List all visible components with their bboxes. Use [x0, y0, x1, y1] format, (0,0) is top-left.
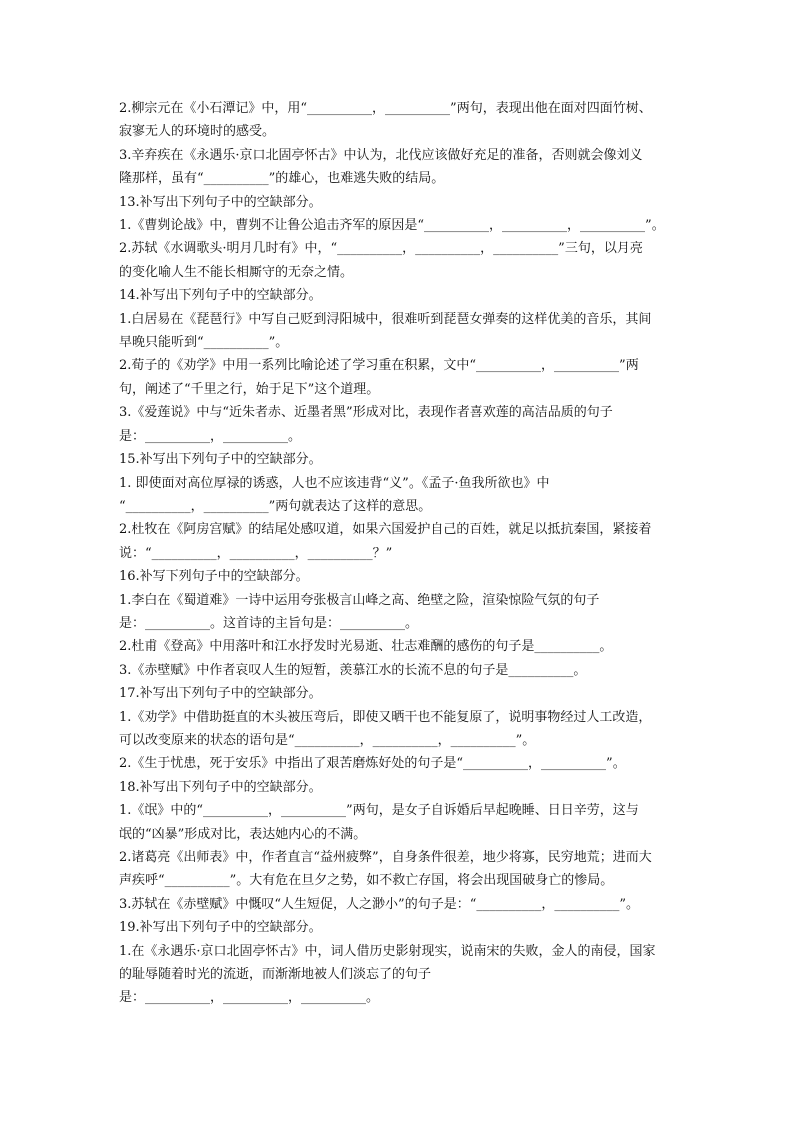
- text-line: 2.《生于忧患，死于安乐》中指出了艰苦磨炼好处的句子是“__________，__________”。: [119, 756, 626, 772]
- section-heading: 14.补写出下列句子中的空缺部分。: [119, 288, 322, 304]
- text-line: 早晚只能听到“__________”。: [119, 335, 289, 351]
- text-line: 句，阐述了“千里之行，始于足下”这个道理。: [119, 381, 380, 397]
- text-line: 2.诸葛亮《出师表》中，作者直言“益州疲弊”，自身条件很差，地少将寡，民穷地荒；进而大: [119, 850, 652, 865]
- text-line: 氓的“凶暴”形成对比，表达她内心的不满。: [119, 826, 367, 842]
- section-heading: 19.补写出下列句子中的空缺部分。: [119, 920, 322, 936]
- section-heading: 17.补写出下列句子中的空缺部分。: [119, 686, 322, 702]
- text-line: 寂寥无人的环境时的感受。: [119, 124, 276, 140]
- text-line: 1. 即使面对高位厚禄的诱惑，人也不应该违背“义”。《孟子·鱼我所欲也》中: [119, 475, 550, 491]
- text-line: 1.《劝学》中借助挺直的木头被压弯后，即使又晒干也不能复原了，说明事物经过人工改造，: [119, 709, 652, 725]
- section-heading: 18.补写出下列句子中的空缺部分。: [119, 779, 322, 795]
- text-line: 的耻辱随着时光的流逝，而渐渐地被人们淡忘了的句子: [119, 967, 432, 983]
- text-line: “__________，__________”两句就表达了这样的意思。: [119, 498, 432, 514]
- text-line: 2.柳宗元在《小石潭记》中，用“__________，__________”两句，表现出他在面对四面竹树、: [119, 101, 652, 116]
- document-page: [119, 97, 681, 1010]
- text-line: 1.《氓》中的“__________，__________”两句，是女子自诉婚后早起晚睡、日日辛劳，这与: [119, 803, 639, 819]
- text-line: 的变化喻人生不能长相厮守的无奈之情。: [119, 264, 354, 280]
- text-line: 是：__________，__________，__________。: [119, 990, 380, 1006]
- text-line: 是：__________。这首诗的主旨句是：__________。: [119, 615, 419, 631]
- section-heading: 13.补写出下列句子中的空缺部分。: [119, 194, 322, 210]
- section-heading: 15.补写出下列句子中的空缺部分。: [119, 452, 322, 468]
- text-line: 是：__________，__________。: [119, 428, 302, 444]
- text-line: 声疾呼“__________”。大有危在旦夕之势，如不救亡存国，将会出现国破身亡的惨局。: [119, 873, 614, 889]
- text-line: 1.在《永遇乐·京口北固亭怀古》中，词人借历史影射现实，说南宋的失败，金人的南侵，国家: [119, 943, 656, 959]
- text-line: 3.辛弃疾在《永遇乐·京口北固亭怀古》中认为，北伐应该做好充足的准备，否则就会像刘义: [119, 147, 643, 163]
- text-line: 1.李白在《蜀道难》一诗中运用夸张极言山峰之高、绝壁之险，渲染惊险气氛的句子: [119, 592, 600, 608]
- text-line: 3.苏轼在《赤壁赋》中慨叹“人生短促，人之渺小”的句子是：“__________，__________”。: [119, 896, 639, 912]
- text-line: 3.《赤壁赋》中作者哀叹人生的短暂，羡慕江水的长流不息的句子是__________。: [119, 662, 587, 678]
- text-line: 1.《曹刿论战》中，曹刿不让鲁公追击齐军的原因是“__________，__________，__________”。: [119, 218, 665, 234]
- text-line: 隆那样，虽有“__________”的雄心，也难逃失败的结局。: [119, 171, 445, 187]
- text-line: 3.《爱莲说》中与“近朱者赤、近墨者黑”形成对比，表现作者喜欢莲的高洁品质的句子: [119, 405, 613, 421]
- text-line: 说：“__________，__________，__________？”: [119, 545, 393, 561]
- text-line: 1.白居易在《琵琶行》中写自己贬到浔阳城中，很难听到琵琶女弹奏的这样优美的音乐，其间: [119, 311, 652, 327]
- text-line: 可以改变原来的状态的语句是“__________，__________，__________”。: [119, 732, 536, 748]
- text-line: 2.苏轼《水调歌头·明月几时有》中，“__________，__________，__________”三句，以月亮: [119, 241, 643, 257]
- text-line: 2.荀子的《劝学》中用一系列比喻论述了学习重在积累，文中“__________，__________”两: [119, 358, 639, 374]
- text-line: 2.杜甫《登高》中用落叶和江水抒发时光易逝、壮志难酬的感伤的句子是__________。: [119, 639, 613, 655]
- text-line: 2.杜牧在《阿房宫赋》的结尾处感叹道，如果六国爱护自己的百姓，就足以抵抗秦国，紧接着: [119, 522, 652, 538]
- section-heading: 16.补写下列句子中的空缺部分。: [119, 569, 309, 585]
